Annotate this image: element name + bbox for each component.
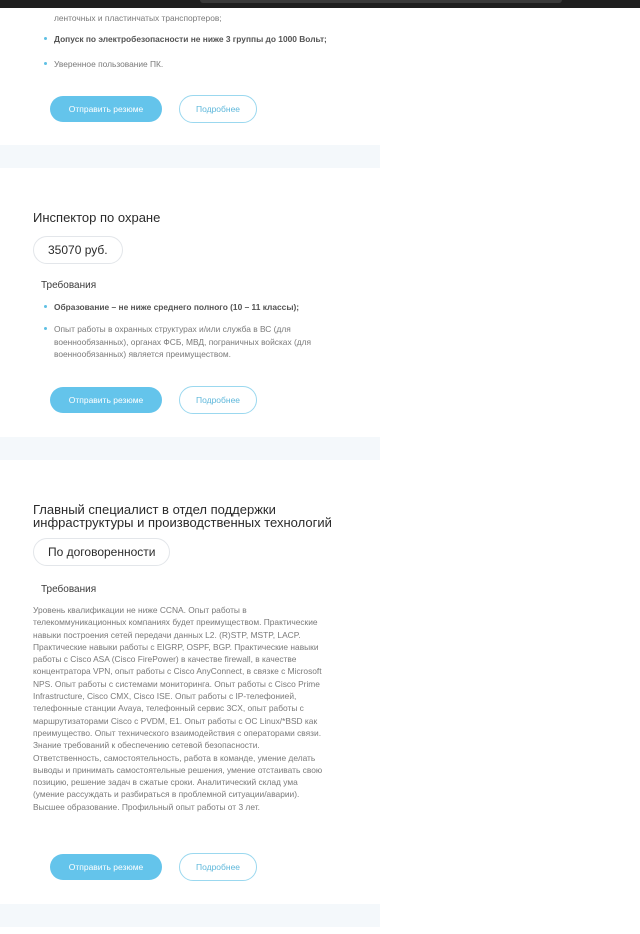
details-button[interactable]: Подробнее — [179, 95, 257, 123]
salary-badge: 35070 руб. — [33, 236, 123, 264]
salary-badge: По договоренности — [33, 538, 170, 566]
requirement-text: Допуск по электробезопасности не ниже 3 группы до 1000 Вольт; — [54, 34, 327, 45]
requirement-item — [54, 58, 354, 70]
vacancy-card — [0, 8, 380, 145]
vacancy-title[interactable]: Инспектор по охране — [33, 210, 161, 225]
bullet-icon — [44, 305, 47, 308]
requirements-heading: Требования — [41, 280, 97, 291]
requirements-list — [54, 12, 354, 70]
requirement-text: ленточных и пластинчатых транспортеров; — [54, 13, 222, 23]
vacancy-card — [0, 460, 380, 904]
vacancy-title[interactable]: Главный специалист в отдел поддержки инфраструктуры и производственных технологий — [33, 502, 332, 530]
card-separator — [0, 145, 380, 168]
address-bar[interactable] — [200, 0, 562, 3]
bullet-icon — [44, 37, 47, 40]
requirement-item — [54, 12, 354, 24]
requirement-item — [54, 33, 354, 45]
card-separator — [0, 904, 380, 927]
browser-top-bar — [0, 0, 640, 8]
bullet-icon — [44, 327, 47, 330]
requirement-text: Образование – не ниже среднего полного (10 – 11 классы); — [54, 302, 300, 312]
requirement-item — [54, 323, 336, 360]
requirements-description: Уровень квалификации не ниже CCNA. Опыт работы в телекоммуникационных компаниях будет преимуществом. Практические навыки построения сетей передачи данных L2. (R)STP, MSTP, LACP. Практические навыки работы с EIGRP, OSPF, BGP. Практические навыки работы с Cisco ASA (Cisco FirePower) в качестве firewall, в качестве концентратора VPN, опыт работы с Cisco AnyConnect, в связке с Microsoft NPS. Опыт работы с системами мониторинга. Опыт работы с Cisco Prime Infrastructure, Cisco CMX, Cisco ISE. Опыт работы с IP-телефонией, телефонные станции Avaya, телефонный сервис 3CX, опыт работы с маршрутизаторами Cisco с PVDM, E1. Опыт работы с ОС Linux/*BSD как преимущество. Опыт технического взаимодействия с операторами связи. Знание требований к обеспечению сетевой безопасности. Ответственность, самостоятельность, работа в команде, умение делать выводы и принимать самостоятельные решения, умение отстаивать свою позицию, решение задач в сжатые сроки. Аналитический склад ума (умение рассуждать и разбираться в проблемной ситуации/аварии). Высшее образование. Профильный опыт работы от 3 лет. — [33, 605, 323, 812]
details-button[interactable]: Подробнее — [179, 386, 257, 414]
send-resume-button[interactable]: Отправить резюме — [50, 96, 162, 122]
card-separator — [0, 437, 380, 460]
vacancy-card — [0, 168, 380, 437]
requirements-heading: Требования — [41, 584, 97, 595]
requirement-text: Опыт работы в охранных структурах и/или служба в ВС (для военнообязанных), органах ФСБ, МВД, пограничных войсках (для военнообязанных) является преимуществом. — [54, 324, 312, 359]
send-resume-button[interactable]: Отправить резюме — [50, 387, 162, 413]
requirements-list — [54, 301, 336, 360]
bullet-icon — [44, 62, 47, 65]
requirement-text: Уверенное пользование ПК. — [54, 58, 164, 69]
send-resume-button[interactable]: Отправить резюме — [50, 854, 162, 880]
requirement-item — [54, 301, 336, 313]
details-button[interactable]: Подробнее — [179, 853, 257, 881]
